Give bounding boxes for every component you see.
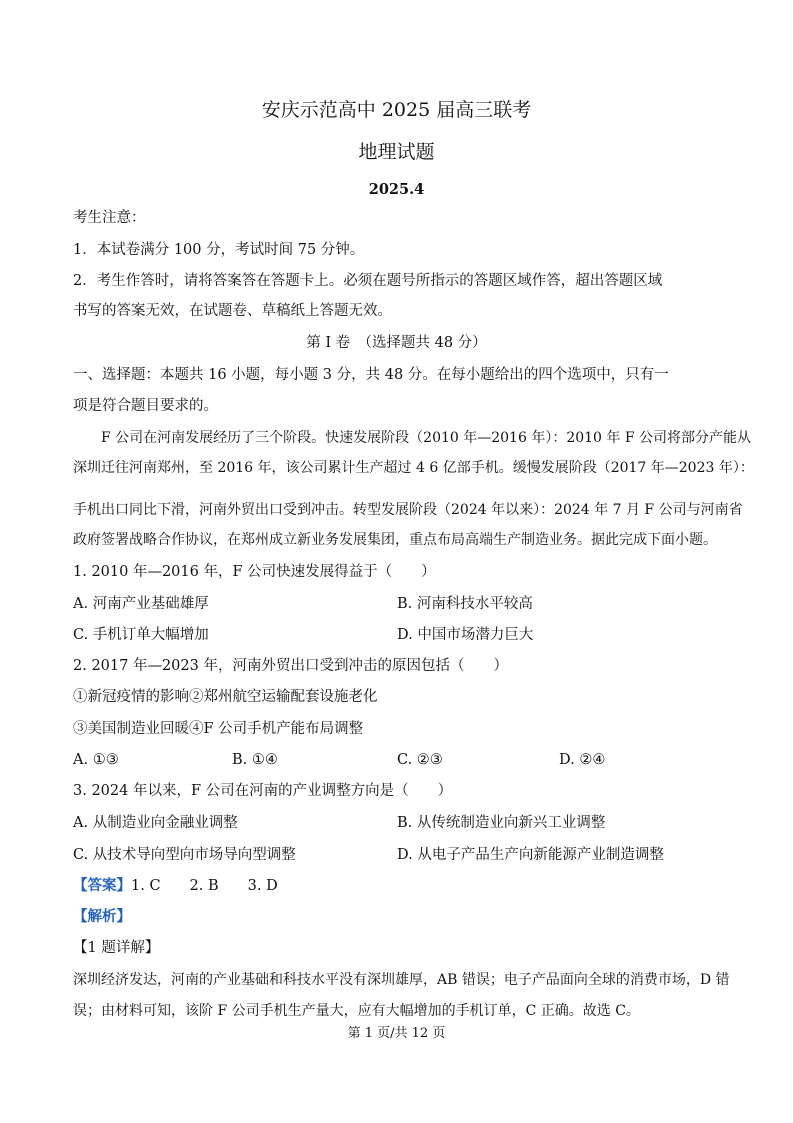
question-3-option-b: B. 从传统制造业向新兴工业调整 (397, 815, 606, 831)
question-2-option-a: A. ①③ (73, 752, 119, 768)
question-1-option-c: C. 手机订单大幅增加 (73, 627, 209, 643)
question-2-option-d: D. ②④ (559, 752, 606, 768)
question-2-stem: 2. 2017 年—2023 年，河南外贸出口受到冲击的原因包括（ ） (73, 658, 508, 674)
notice-heading: 考生注意： (73, 210, 146, 226)
answer-line (73, 876, 278, 896)
question-2-choices-line-1: ①新冠疫情的影响②郑州航空运输配套设施老化 (73, 689, 378, 705)
question-2-option-b: B. ①④ (232, 752, 278, 768)
question-1-stem: 1. 2010 年—2016 年，F 公司快速发展得益于（ ） (73, 564, 436, 580)
exam-title: 安庆示范高中 2025 届高三联考 (261, 99, 532, 121)
exam-date: 2025.4 (368, 181, 425, 198)
analysis-label: 【解析】 (73, 908, 131, 925)
analysis-line-2: 误；由材料可知，该阶 F 公司手机生产量大，应有大幅增加的手机订单，C 正确。故选 C。 (73, 1003, 640, 1019)
question-1-option-a: A. 河南产业基础雄厚 (73, 596, 209, 612)
answer-label: 【答案】 (73, 877, 131, 894)
exam-subject: 地理试题 (358, 141, 435, 163)
section-heading: 第 I 卷 （选择题共 48 分） (306, 335, 487, 351)
notice-item-2-line-2: 书写的答案无效，在试题卷、草稿纸上答题无效。 (73, 303, 392, 319)
question-1-option-b: B. 河南科技水平较高 (397, 596, 533, 612)
question-3-option-c: C. 从技术导向型向市场导向型调整 (73, 847, 296, 863)
question-2-choices-line-2: ③美国制造业回暖④F 公司手机产能布局调整 (73, 721, 364, 737)
question-3-stem: 3. 2024 年以来，F 公司在河南的产业调整方向是（ ） (73, 783, 453, 799)
analysis-line-1: 深圳经济发达，河南的产业基础和科技水平没有深圳雄厚，AB 错误；电子产品面向全球的消费市场，D 错 (73, 972, 730, 988)
question-1-option-d: D. 中国市场潜力巨大 (397, 627, 534, 643)
section-intro-line-1: 一、选择题：本题共 16 小题，每小题 3 分，共 48 分。在每小题给出的四个选项中，只有一 (73, 367, 669, 383)
answer-values: 1. C 2. B 3. D (131, 878, 278, 894)
material-line-1: F 公司在河南发展经历了三个阶段。快速发展阶段（2010 年—2016 年）：2010 年 F 公司将部分产能从 (101, 430, 752, 446)
notice-item-2-line-1: 2．考生作答时，请将答案答在答题卡上。必须在题号所指示的答题区域作答，超出答题区域 (73, 273, 663, 289)
question-3-option-d: D. 从电子产品生产向新能源产业制造调整 (397, 847, 664, 863)
material-line-3: 手机出口同比下滑，河南外贸出口受到冲击。转型发展阶段（2024 年以来）：2024 年 7 月 F 公司与河南省 (73, 502, 743, 518)
analysis-detail-label: 【1 题详解】 (73, 940, 160, 956)
material-line-4: 政府签署战略合作协议，在郑州成立新业务发展集团，重点布局高端生产制造业务。据此完成下面小题。 (73, 532, 717, 548)
section-intro-line-2: 项是符合题目要求的。 (73, 398, 218, 414)
question-2-option-c: C. ②③ (397, 752, 443, 768)
notice-item-1: 1．本试卷满分 100 分，考试时间 75 分钟。 (73, 242, 365, 258)
question-3-option-a: A. 从制造业向金融业调整 (73, 815, 238, 831)
material-line-2: 深圳迁往河南郑州，至 2016 年，该公司累计生产超过 4 6 亿部手机。缓慢发展阶段（2017 年—2023 年）： (73, 460, 754, 476)
page-number: 第 1 页/共 12 页 (347, 1026, 446, 1041)
